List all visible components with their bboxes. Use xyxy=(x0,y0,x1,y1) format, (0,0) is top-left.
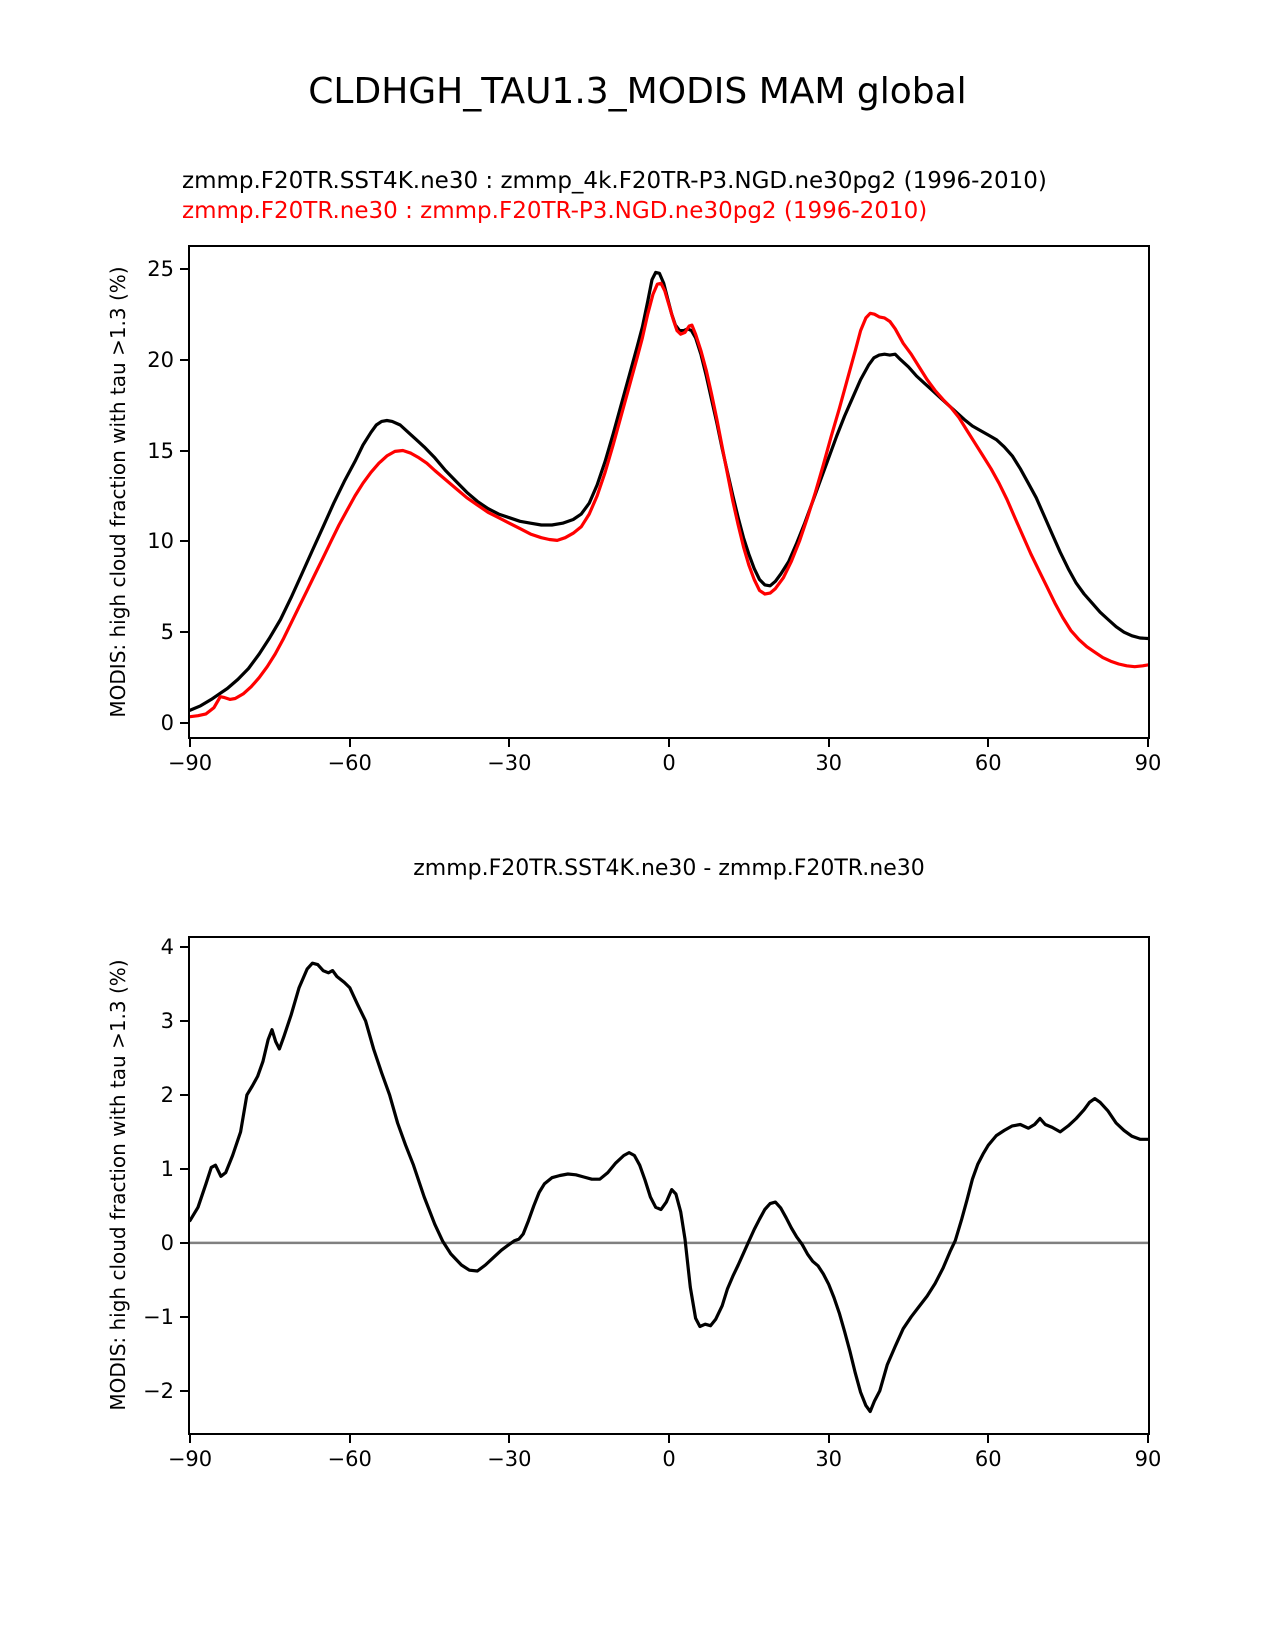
y-axis-tick-label: 0 xyxy=(160,711,174,735)
x-axis-tick-label: −30 xyxy=(487,1447,532,1471)
y-axis-tick xyxy=(180,359,188,361)
legend-entry-model1: zmmp.F20TR.SST4K.ne30 : zmmp_4k.F20TR-P3.NGD.ne30pg2 (1996-2010) xyxy=(182,168,1047,194)
x-axis-tick-label: −60 xyxy=(327,751,372,775)
x-axis-tick-label: 0 xyxy=(662,1447,676,1471)
y-axis-tick xyxy=(180,1094,188,1096)
x-axis-tick-label: 60 xyxy=(974,751,1002,775)
y-axis-tick xyxy=(180,722,188,724)
y-axis-tick-label: 4 xyxy=(160,934,174,959)
y-axis-tick xyxy=(180,1390,188,1392)
y-axis-tick xyxy=(180,540,188,542)
x-axis-tick xyxy=(668,1435,670,1443)
x-axis-tick-label: −90 xyxy=(167,1447,213,1471)
y-axis-tick xyxy=(180,1242,188,1244)
x-axis-tick-label: 60 xyxy=(974,1447,1002,1471)
y-axis-tick-label: 10 xyxy=(147,529,174,554)
x-axis-tick xyxy=(349,1435,351,1443)
figure-title: CLDHGH_TAU1.3_MODIS MAM global xyxy=(308,71,967,112)
y-axis-tick-label: −2 xyxy=(143,1378,174,1403)
y-axis-tick xyxy=(180,1020,188,1022)
x-axis-tick xyxy=(189,1435,191,1443)
x-axis-tick xyxy=(349,739,351,747)
y-axis-tick-label: −1 xyxy=(143,1304,174,1329)
y-axis-tick-label: 5 xyxy=(160,620,174,645)
y-axis-tick-label: 20 xyxy=(147,347,174,372)
x-axis-tick-label: −90 xyxy=(167,751,213,775)
y-axis-tick-label: 0 xyxy=(160,1230,174,1255)
top-plot-area xyxy=(188,245,1150,739)
x-axis-tick xyxy=(828,1435,830,1443)
x-axis-tick xyxy=(987,1435,989,1443)
y-axis-tick xyxy=(180,1316,188,1318)
bottom-plot-canvas xyxy=(190,938,1148,1433)
y-axis-tick-label: 25 xyxy=(147,256,174,281)
x-axis-tick xyxy=(828,739,830,747)
y-axis-tick xyxy=(180,450,188,452)
x-axis-tick xyxy=(189,739,191,747)
top-plot-canvas xyxy=(190,247,1148,737)
x-axis-tick-label: 30 xyxy=(815,1447,843,1471)
x-axis-tick-label: 0 xyxy=(662,751,676,775)
y-axis-tick-label: 1 xyxy=(160,1156,174,1181)
y-axis-tick xyxy=(180,1168,188,1170)
y-axis-tick xyxy=(180,946,188,948)
x-axis-tick-label: 90 xyxy=(1134,751,1162,775)
x-axis-tick-label: −30 xyxy=(487,751,532,775)
x-axis-tick xyxy=(508,739,510,747)
x-axis-tick xyxy=(1147,739,1149,747)
x-axis-tick-label: −60 xyxy=(327,1447,372,1471)
series-line-0 xyxy=(190,963,1148,1411)
x-axis-tick-label: 30 xyxy=(815,751,843,775)
bottom-plot-area xyxy=(188,936,1150,1435)
y-axis-tick-label: 2 xyxy=(160,1082,174,1107)
x-axis-tick xyxy=(668,739,670,747)
y-axis-tick-label: 3 xyxy=(160,1008,174,1033)
legend-entry-model2: zmmp.F20TR.ne30 : zmmp.F20TR-P3.NGD.ne30pg2 (1996-2010) xyxy=(182,198,928,224)
x-axis-tick xyxy=(1147,1435,1149,1443)
x-axis-tick xyxy=(987,739,989,747)
x-axis-tick xyxy=(508,1435,510,1443)
y-axis-tick xyxy=(180,631,188,633)
y-axis-tick xyxy=(180,268,188,270)
top-plot-ylabel: MODIS: high cloud fraction with tau >1.3 (%) xyxy=(106,266,130,718)
x-axis-tick-label: 90 xyxy=(1134,1447,1162,1471)
y-axis-tick-label: 15 xyxy=(147,438,174,463)
bottom-plot-title: zmmp.F20TR.SST4K.ne30 - zmmp.F20TR.ne30 xyxy=(413,856,925,881)
bottom-plot-ylabel: MODIS: high cloud fraction with tau >1.3 (%) xyxy=(106,959,130,1411)
